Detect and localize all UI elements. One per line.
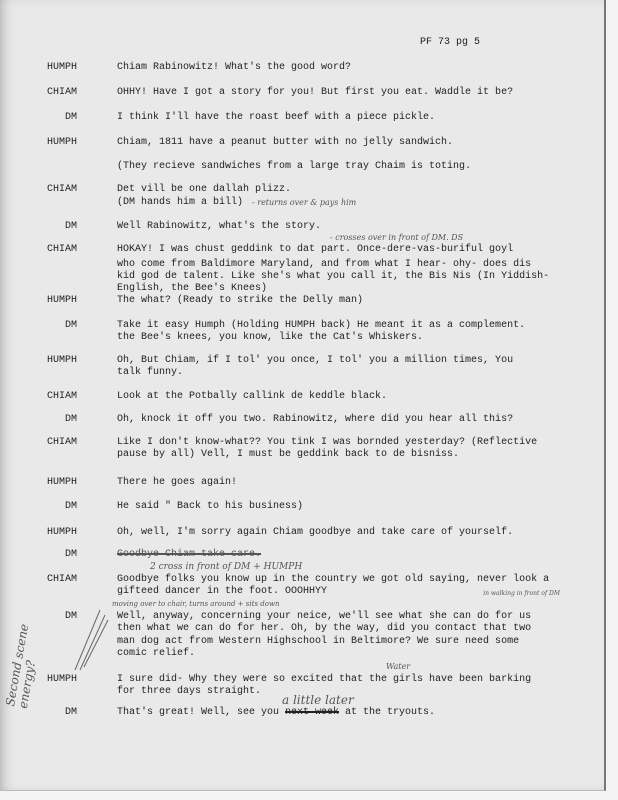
dialogue-line: man dog act from Western Highschool in Beltimore? We sure need some <box>117 636 520 647</box>
speaker: CHIAM <box>46 574 77 585</box>
speaker: DM <box>64 221 77 232</box>
handwritten-note: in walking in front of DM <box>483 590 560 597</box>
dialogue-line <box>117 707 435 719</box>
dialogue-line: I sure did- Why they were so excited that the girls have been barking <box>117 674 532 685</box>
speaker: CHIAM <box>46 244 77 255</box>
speaker: CHIAM <box>46 87 77 98</box>
dialogue-line: Goodbye folks you know up in the country we got old saying, never look a <box>117 574 550 585</box>
dialogue-line: gifteed dancer in the foot. OOOHHYY <box>117 586 328 597</box>
dialogue-line: Det vill be one dallah plizz. <box>117 184 292 195</box>
dialogue-line: HOKAY! I was chust geddink to dat part. Once-dere-vas-buriful goyl <box>117 244 514 255</box>
handwritten-note: moving over to chair, turns around + sits down <box>112 600 280 608</box>
speaker: DM <box>64 549 77 560</box>
speaker: HUMPH <box>46 62 77 73</box>
stage-direction: (DM hands him a bill) <box>117 197 244 208</box>
struck-text: next week <box>285 707 340 718</box>
speaker: DM <box>64 414 77 425</box>
handwritten-note: Water <box>386 662 411 671</box>
margin-handwritten-note: Second scene energy? <box>3 622 39 710</box>
dialogue-line: English, the Bee's Knees) <box>117 283 268 294</box>
dialogue-line: who come from Baldimore Maryland, and from what I hear- ohy- does dis <box>117 259 532 270</box>
speaker: HUMPH <box>46 137 77 148</box>
speaker: CHIAM <box>46 437 77 448</box>
dialogue-line: talk funny. <box>117 367 184 378</box>
dialogue-line: then what we can do for her. Oh, by the way, did you contact that two <box>117 623 532 634</box>
speaker: HUMPH <box>46 527 77 538</box>
speaker: HUMPH <box>46 674 77 685</box>
stage-direction: (They recieve sandwiches from a large tray Chaim is toting. <box>117 161 472 172</box>
speaker: CHIAM <box>46 184 77 195</box>
handwritten-note: - crosses over in front of DM. DS <box>330 233 464 242</box>
dialogue-line: Oh, knock it off you two. Rabinowitz, where did you hear all this? <box>117 414 514 425</box>
dialogue-text: at the tryouts. <box>339 707 436 718</box>
dialogue-line: comic relief. <box>117 648 196 659</box>
dialogue-line: The what? (Ready to strike the Delly man) <box>117 295 364 306</box>
speaker: HUMPH <box>46 295 77 306</box>
dialogue-line: He said " Back to his business) <box>117 501 304 512</box>
dialogue-line: There he goes again! <box>117 477 238 488</box>
dialogue-line: Chiam, 1811 have a peanut butter with no jelly sandwich. <box>117 137 454 148</box>
speaker: CHIAM <box>46 391 77 402</box>
dialogue-line: the Bee's knees, you know, like the Cat's Whiskers. <box>117 332 424 343</box>
dialogue-line: Chiam Rabinowitz! What's the good word? <box>117 62 352 73</box>
handwritten-note: 2 cross in front of DM + HUMPH <box>150 562 303 572</box>
dialogue-line: Well, anyway, concerning your neice, we'll see what she can do for us <box>117 611 532 622</box>
speaker: DM <box>64 112 77 123</box>
dialogue-line: Look at the Potbally callink de keddle black. <box>117 391 388 402</box>
speaker: DM <box>64 707 77 718</box>
dialogue-line: OHHY! Have I got a story for you! But first you eat. Waddle it be? <box>117 87 514 98</box>
page-reference: PF 73 pg 5 <box>420 37 481 48</box>
margin-scribble-mark <box>70 605 110 675</box>
dialogue-line: I think I'll have the roast beef with a piece pickle. <box>117 112 436 123</box>
speaker: HUMPH <box>46 355 77 366</box>
speaker: DM <box>64 320 77 331</box>
dialogue-line: Oh, well, I'm sorry again Chiam goodbye and take care of yourself. <box>117 527 514 538</box>
speaker: DM <box>64 611 77 622</box>
speaker: HUMPH <box>46 477 77 488</box>
struck-dialogue-line: Goodbye Chiam take care. <box>117 549 262 560</box>
dialogue-text: That's great! Well, see you <box>117 707 286 718</box>
speaker: DM <box>64 501 77 512</box>
dialogue-line: for three days straight. <box>117 686 262 697</box>
dialogue-line: pause by all) Vell, I must be geddink back to de bisniss. <box>117 449 460 460</box>
dialogue-line: Well Rabinowitz, what's the story. <box>117 221 322 232</box>
handwritten-note: a little later <box>282 693 354 707</box>
handwritten-note: - returns over & pays him <box>252 198 357 207</box>
dialogue-line: Oh, But Chiam, if I tol' you once, I tol' you a million times, You <box>117 355 514 366</box>
dialogue-line: kid god de talent. Like she's what you call it, the Bis Nis (In Yiddish- <box>117 271 550 282</box>
dialogue-line: Take it easy Humph (Holding HUMPH back) He meant it as a complement. <box>117 320 526 331</box>
dialogue-line: Like I don't know-what?? You tink I was bornded yesterday? (Reflective <box>117 437 538 448</box>
